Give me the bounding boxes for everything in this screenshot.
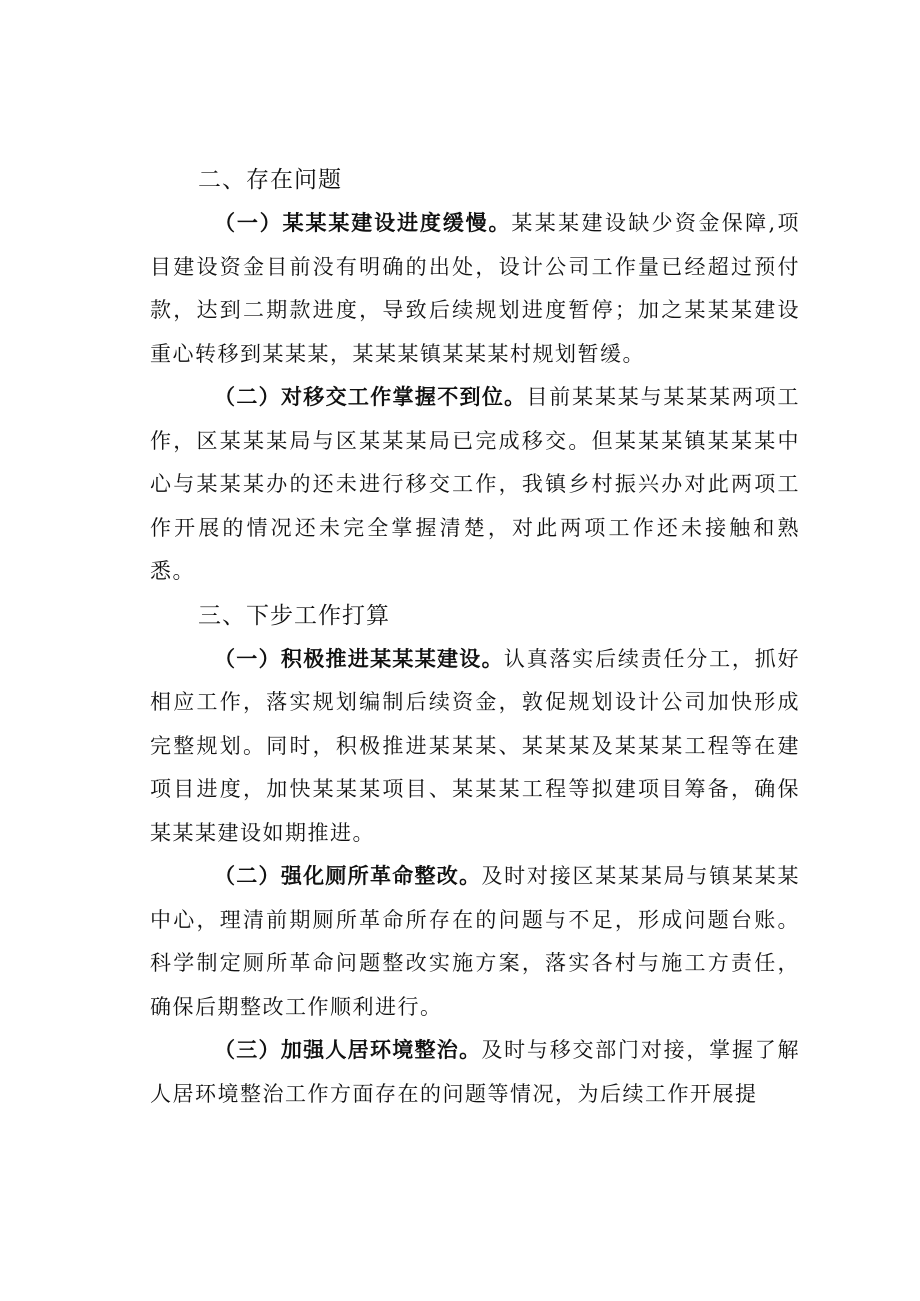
paragraph-plan-1 (150, 638, 800, 856)
paragraph-lead: （一）积极推进某某某建设。 (214, 646, 504, 671)
section-heading-problems: 二、存在问题 (198, 167, 342, 193)
paragraph-plan-2 (150, 855, 800, 1029)
paragraph-problem-2 (150, 376, 800, 594)
paragraph-body: 某某某建设缺少资金保障,项目建设资金目前没有明确的出处，设计公司工作量已经超过预付款，达到二期款进度，导致后续规划进度暂停；加之某某某建设重心转移到某某某，某某某镇某某某村规划暂缓。 (150, 211, 800, 366)
paragraph-body: 及时与移交部门对接，掌握了解人居环境整治工作方面存在的问题等情况，为后续工作开展提 (150, 1038, 800, 1106)
paragraph-body: 认真落实后续责任分工，抓好相应工作，落实规划编制后续资金，敦促规划设计公司加快形成完整规划。同时，积极推进某某某、某某某及某某某工程等在建项目进度，加快某某某项目、某某某工程等拟建项目筹备，确保某某某建设如期推进。 (150, 646, 801, 845)
document-page (150, 158, 800, 1116)
section-heading-next-steps: 三、下步工作打算 (198, 602, 390, 629)
paragraph-problem-1 (150, 202, 800, 376)
paragraph-plan-3 (150, 1029, 800, 1116)
paragraph-body: 目前某某某与某某某两项工作，区某某某局与区某某某局已完成移交。但某某某镇某某某中心与某某某办的还未进行移交工作，我镇乡村振兴办对此两项工作开展的情况还未完全掌握清楚，对此两项工作还未接触和熟悉。 (150, 385, 801, 583)
paragraph-lead: （三）加强人居环境整治。 (214, 1038, 482, 1062)
paragraph-lead: （一）某某某建设进度缓慢。 (214, 211, 512, 235)
paragraph-lead: （二）强化厕所革命整改。 (214, 864, 482, 888)
paragraph-body: 及时对接区某某某局与镇某某某中心，理清前期厕所革命所存在的问题与不足，形成问题台账。科学制定厕所革命问题整改实施方案，落实各村与施工方责任，确保后期整改工作顺利进行。 (150, 864, 800, 1019)
paragraph-lead: （二）对移交工作掌握不到位。 (214, 385, 527, 409)
